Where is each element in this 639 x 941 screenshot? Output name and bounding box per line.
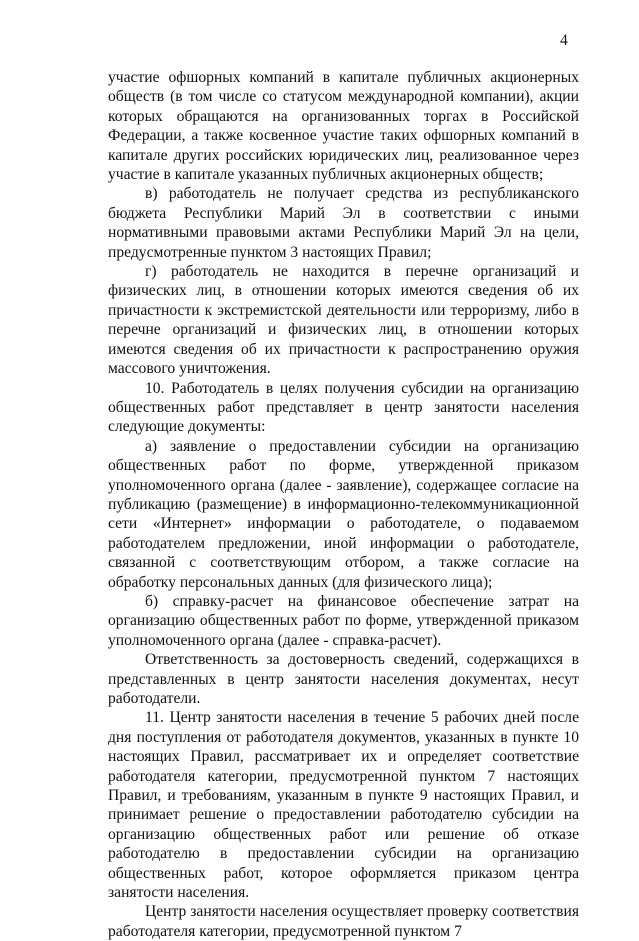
paragraph-verification: Центр занятости населения осуществляет проверку соответствия работодателя категории, предусмотренной пунктом 7 xyxy=(108,903,579,940)
paragraph-offshore-participation: участие офшорных компаний в капитале публичных акционерных обществ (в том числе со статусом международной компании), акции которых обращаются на организованных торгах в Российской Федерации, а также косвенное участие таких офшорных компаний в капитале других российских юридических лиц, реализованное через участие в капитале указанных публичных акционерных обществ; xyxy=(108,69,579,184)
paragraph-clause-11: 11. Центр занятости населения в течение 5 рабочих дней после дня поступления от работодателя документов, указанных в пункте 10 настоящих Правил, рассматривает их и определяет соответствие работодателя категории, предусмотренной пунктом 7 настоящих Правил, и требованиям, указанным в пункте 9 настоящих Правил, и принимает решение о предоставлении работодателю субсидии на организацию общественных работ или решение об отказе работодателю в предоставлении субсидии на организацию общественных работ, которое оформляется приказом центра занятости населения. xyxy=(108,709,579,902)
paragraph-item-v: в) работодатель не получает средства из республиканского бюджета Республики Марий Эл в соответствии с иными нормативными правовыми актами Республики Марий Эл на цели, предусмотренные пунктом 3 настоящих Правил; xyxy=(108,185,579,261)
document-body xyxy=(108,68,579,941)
paragraph-responsibility: Ответственность за достоверность сведений, содержащихся в представленных в центр занятости населения документах, несут работодатели. xyxy=(108,651,579,707)
paragraph-item-a: а) заявление о предоставлении субсидии на организацию общественных работ по форме, утвержденной приказом уполномоченного органа (далее - заявление), содержащее согласие на публикацию (размещение) в информационно-телекоммуникационной сети «Интернет» информации о работодателе, о подаваемом работодателем предложении, иной информации о работодателе, связанной с соответствующим отбором, а также согласие на обработку персональных данных (для физического лица); xyxy=(108,437,579,591)
page-number: 4 xyxy=(560,32,568,49)
paragraph-item-b: б) справку-расчет на финансовое обеспечение затрат на организацию общественных работ по форме, утвержденной приказом уполномоченного органа (далее - справка-расчет). xyxy=(108,592,579,649)
paragraph-clause-10: 10. Работодатель в целях получения субсидии на организацию общественных работ представляет в центр занятости населения следующие документы: xyxy=(108,379,579,436)
paragraph-item-g: г) работодатель не находится в перечне организаций и физических лиц, в отношении которых имеются сведения об их причастности к экстремистской деятельности или терроризму, либо в перечне организаций и физических лиц, в отношении которых имеются сведения об их причастности к распространению оружия массового уничтожения. xyxy=(108,263,579,378)
